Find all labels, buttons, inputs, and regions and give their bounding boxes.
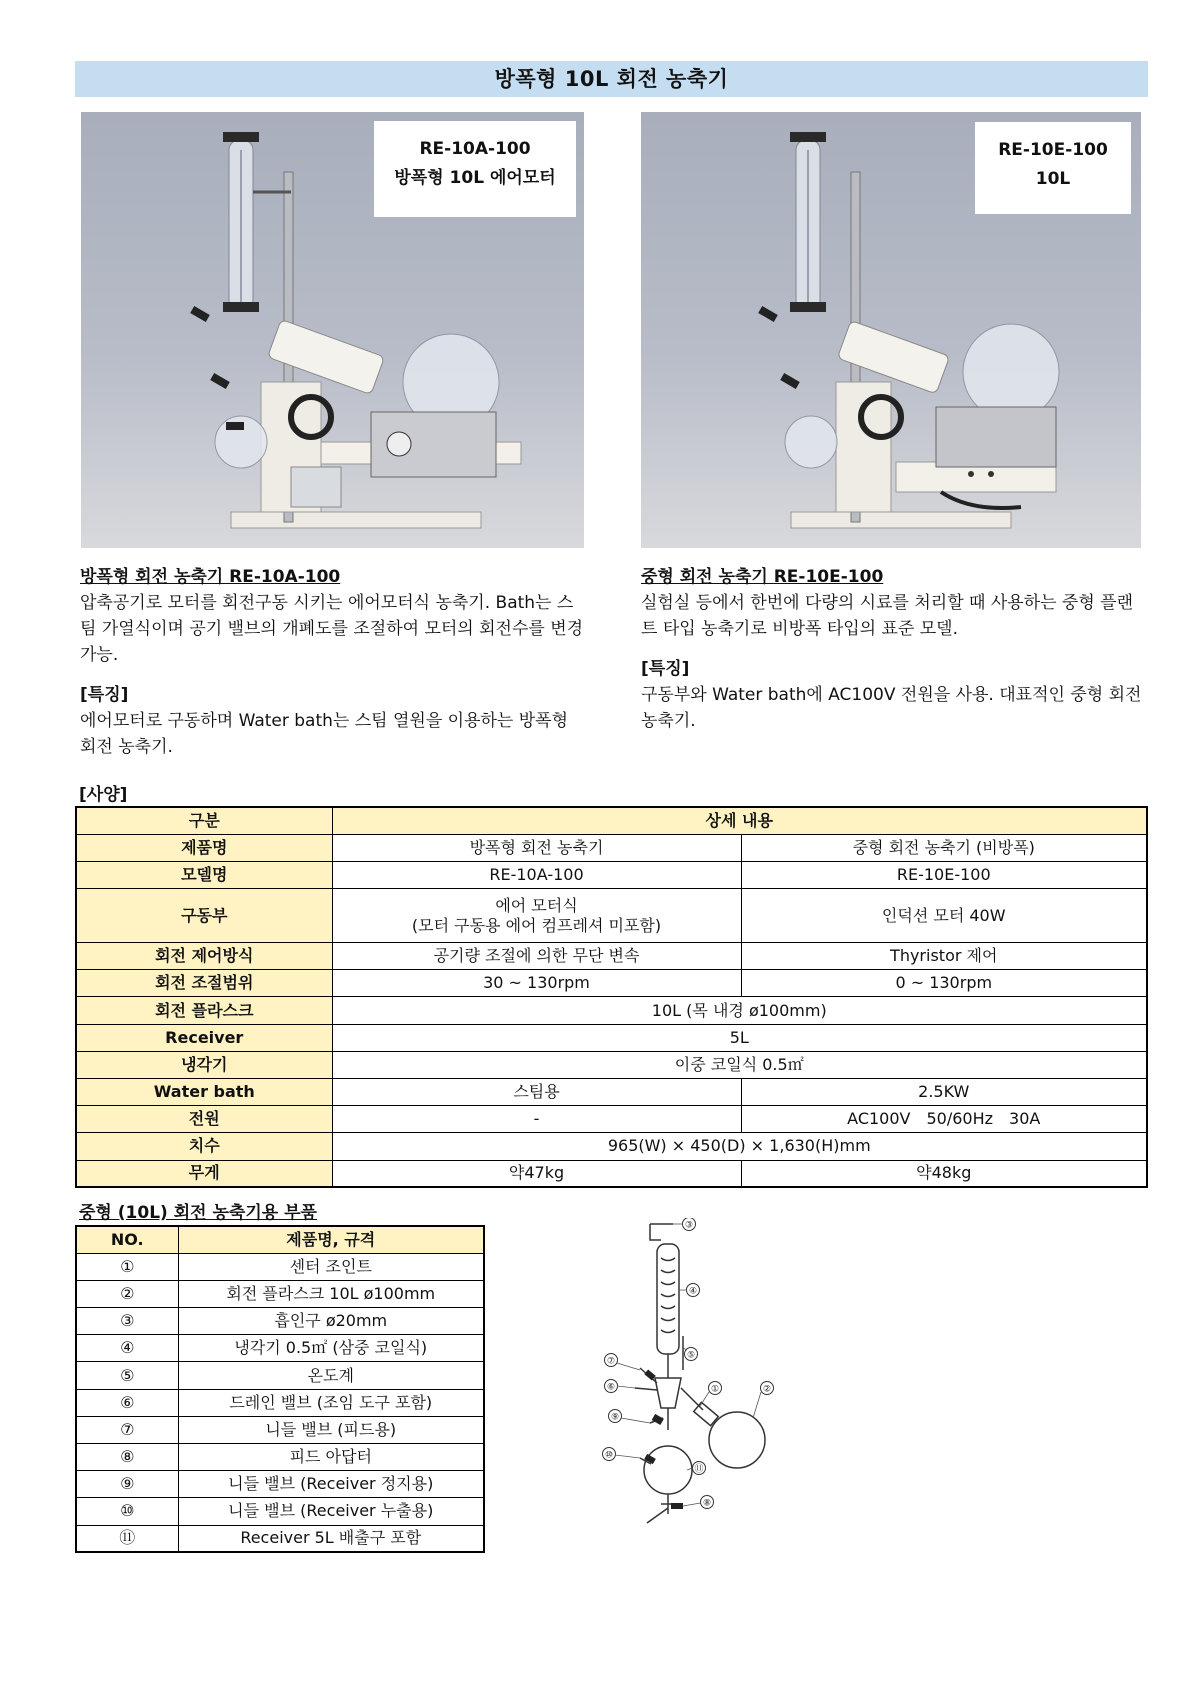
callout-label: ② <box>762 1384 772 1395</box>
product-description-re10a <box>80 564 585 760</box>
table-row <box>76 889 1147 943</box>
spec-value-b: Thyristor 제어 <box>741 943 1147 970</box>
product-heading: 방폭형 회전 농축기 RE-10A-100 <box>80 567 341 587</box>
table-row <box>76 1160 1147 1187</box>
part-no: ⑤ <box>76 1362 178 1389</box>
spec-key: 무게 <box>76 1160 332 1187</box>
part-name: 냉각기 0.5㎡ (삼중 코일식) <box>178 1335 484 1362</box>
spec-value-a-line2: (모터 구동용 에어 컴프레셔 미포함) <box>411 915 662 935</box>
spec-value-b: 2.5KW <box>741 1079 1147 1106</box>
part-no: ⑨ <box>76 1471 178 1498</box>
spec-value-merged: 965(W) × 450(D) × 1,630(H)mm <box>332 1133 1147 1160</box>
spec-key: 회전 플라스크 <box>76 997 332 1024</box>
table-row <box>76 943 1147 970</box>
table-row <box>76 834 1147 861</box>
part-name: 회전 플라스크 10L ø100mm <box>178 1280 484 1307</box>
part-name: 니들 밸브 (Receiver 누출용) <box>178 1498 484 1525</box>
part-name: 흡인구 ø20mm <box>178 1308 484 1335</box>
table-row <box>76 1308 484 1335</box>
model-label-code: RE-10A-100 <box>419 139 531 159</box>
feature-title: [특징] <box>641 659 690 679</box>
spec-value-a: 스팀용 <box>332 1079 741 1106</box>
spec-value-a-line1: 에어 모터식 <box>495 895 578 915</box>
spec-value-a: 30 ~ 130rpm <box>332 970 741 997</box>
spec-value-a: 약47kg <box>332 1160 741 1187</box>
callout-label: ④ <box>688 1286 698 1297</box>
part-name: 니들 밸브 (Receiver 정지용) <box>178 1471 484 1498</box>
spec-value-merged: 5L <box>332 1024 1147 1051</box>
model-label-code: RE-10E-100 <box>998 140 1108 160</box>
part-no: ③ <box>76 1308 178 1335</box>
callout-label: ⑧ <box>702 1498 712 1509</box>
part-no: ⑧ <box>76 1444 178 1471</box>
table-row <box>76 1024 1147 1051</box>
model-label-desc: 방폭형 10L 에어모터 <box>394 168 556 188</box>
model-label-re10a <box>374 121 576 217</box>
callout-label: ⑪ <box>694 1464 704 1475</box>
table-row <box>76 1051 1147 1078</box>
parts-header-name: 제품명, 규격 <box>178 1226 484 1253</box>
table-row <box>76 1444 484 1471</box>
model-label-re10e <box>975 122 1131 214</box>
spec-header-row <box>76 807 1147 834</box>
spec-value-b: 인덕션 모터 40W <box>741 889 1147 943</box>
spec-header-key: 구분 <box>76 807 332 834</box>
parts-table <box>75 1225 485 1553</box>
spec-value-b: 0 ~ 130rpm <box>741 970 1147 997</box>
callout-label: ⑨ <box>610 1412 620 1423</box>
part-name: 온도계 <box>178 1362 484 1389</box>
parts-section-label: 중형 (10L) 회전 농축기용 부품 <box>79 1203 317 1223</box>
parts-header-no: NO. <box>76 1226 178 1253</box>
table-row <box>76 1416 484 1443</box>
part-no: ⑩ <box>76 1498 178 1525</box>
callout-label: ① <box>710 1384 720 1395</box>
part-no: ① <box>76 1253 178 1280</box>
table-row <box>76 1253 484 1280</box>
part-name: 니들 밸브 (피드용) <box>178 1416 484 1443</box>
part-no: ⑥ <box>76 1389 178 1416</box>
part-name: 센터 조인트 <box>178 1253 484 1280</box>
spec-key: 회전 제어방식 <box>76 943 332 970</box>
spec-key: Receiver <box>76 1024 332 1051</box>
feature-text: 구동부와 Water bath에 AC100V 전원을 사용. 대표적인 중형 회전 농축기. <box>641 685 1142 731</box>
spec-key: 모델명 <box>76 861 332 888</box>
spec-value-b: AC100V 50/60Hz 30A <box>741 1106 1147 1133</box>
callout-label: ③ <box>684 1220 694 1231</box>
table-row <box>76 1498 484 1525</box>
part-no: ④ <box>76 1335 178 1362</box>
part-no: ⑪ <box>76 1525 178 1552</box>
spec-value-a: RE-10A-100 <box>332 861 741 888</box>
spec-section-label: [사양] <box>79 785 128 805</box>
spec-value-b: 약48kg <box>741 1160 1147 1187</box>
feature-title: [특징] <box>80 685 129 705</box>
table-row <box>76 1106 1147 1133</box>
table-row <box>76 1525 484 1552</box>
spec-table <box>75 806 1148 1188</box>
spec-key: 치수 <box>76 1133 332 1160</box>
part-no: ⑦ <box>76 1416 178 1443</box>
model-label-desc: 10L <box>1035 169 1071 189</box>
part-name: 피드 아답터 <box>178 1444 484 1471</box>
product-description-text: 압축공기로 모터를 회전구동 시키는 에어모터식 농축기. Bath는 스팀 가열식이며 공기 밸브의 개폐도를 조절하여 모터의 회전수를 변경 가능. <box>80 593 584 665</box>
spec-value-a: - <box>332 1106 741 1133</box>
table-row <box>76 1079 1147 1106</box>
spec-value-merged: 10L (목 내경 ø100mm) <box>332 997 1147 1024</box>
spec-key: 제품명 <box>76 834 332 861</box>
table-row <box>76 997 1147 1024</box>
product-heading: 중형 회전 농축기 RE-10E-100 <box>641 567 884 587</box>
spec-value-a: 공기량 조절에 의한 무단 변속 <box>332 943 741 970</box>
table-row <box>76 1335 484 1362</box>
table-row <box>76 1362 484 1389</box>
page-title: 방폭형 10L 회전 농축기 <box>75 61 1148 97</box>
spec-key: 구동부 <box>76 889 332 943</box>
table-row <box>76 1471 484 1498</box>
product-photo-re10a <box>81 112 584 548</box>
spec-value-merged: 이중 코일식 0.5㎡ <box>332 1051 1147 1078</box>
parts-diagram <box>595 1218 795 1528</box>
spec-value-a <box>332 889 741 943</box>
spec-key: 냉각기 <box>76 1051 332 1078</box>
table-row <box>76 1280 484 1307</box>
feature-text: 에어모터로 구동하며 Water bath는 스팀 열원을 이용하는 방폭형 회전 농축기. <box>80 711 569 757</box>
table-row <box>76 861 1147 888</box>
part-name: 드레인 밸브 (조임 도구 포함) <box>178 1389 484 1416</box>
product-description-text: 실험실 등에서 한번에 다량의 시료를 처리할 때 사용하는 중형 플랜트 타입 농축기로 비방폭 타입의 표준 모델. <box>641 593 1134 639</box>
spec-value-b: 중형 회전 농축기 (비방폭) <box>741 834 1147 861</box>
parts-header-row <box>76 1226 484 1253</box>
spec-key: Water bath <box>76 1079 332 1106</box>
part-no: ② <box>76 1280 178 1307</box>
table-row <box>76 970 1147 997</box>
callout-label: ⑥ <box>606 1382 616 1393</box>
product-photo-re10e <box>641 112 1141 548</box>
spec-value-b: RE-10E-100 <box>741 861 1147 888</box>
spec-key: 전원 <box>76 1106 332 1133</box>
product-description-re10e <box>641 564 1146 734</box>
spec-value-a: 방폭형 회전 농축기 <box>332 834 741 861</box>
part-name: Receiver 5L 배출구 포함 <box>178 1525 484 1552</box>
spec-header-value: 상세 내용 <box>332 807 1147 834</box>
spec-key: 회전 조절범위 <box>76 970 332 997</box>
callout-label: ⑤ <box>686 1350 696 1361</box>
callout-label: ⑩ <box>604 1450 614 1461</box>
table-row <box>76 1389 484 1416</box>
callout-label: ⑦ <box>606 1356 616 1367</box>
table-row <box>76 1133 1147 1160</box>
